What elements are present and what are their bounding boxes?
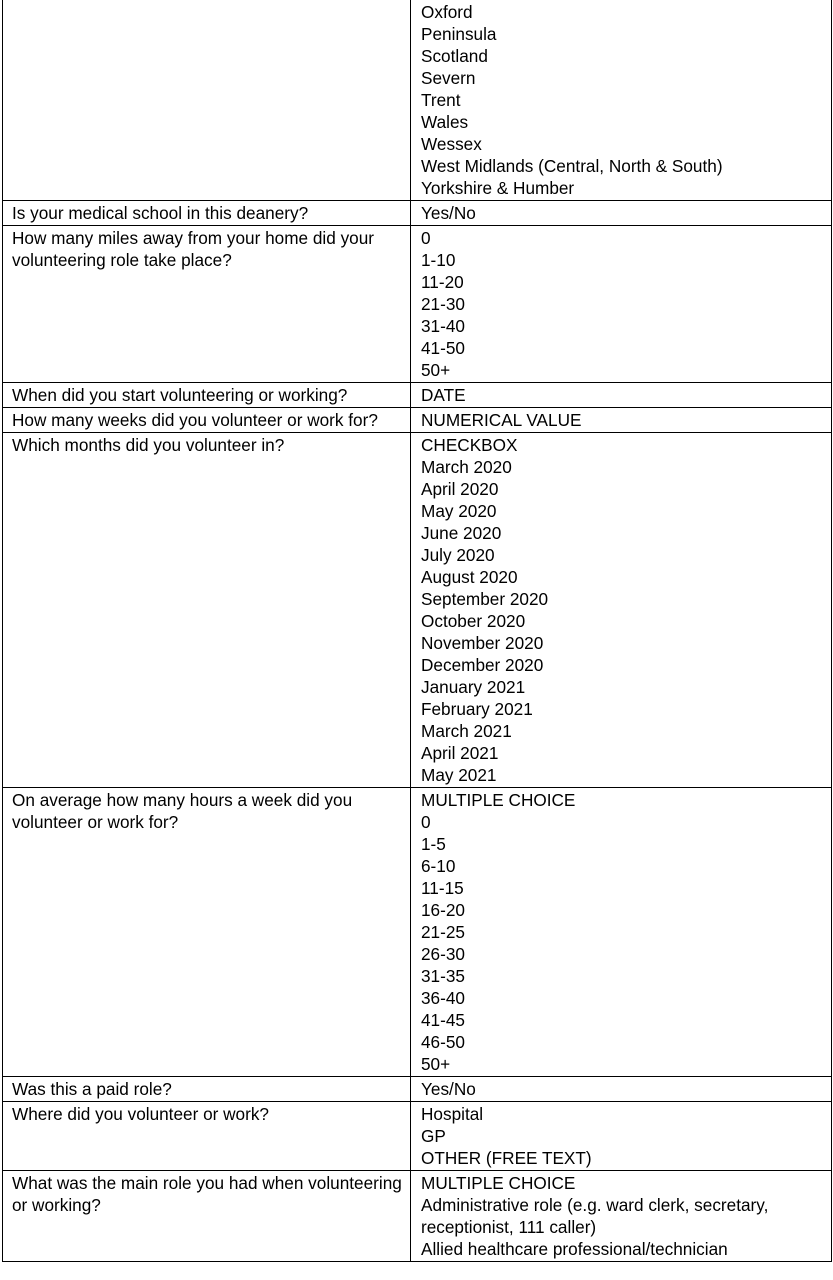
answer-option: CHECKBOX xyxy=(421,435,518,455)
answer-option: 50+ xyxy=(421,360,451,380)
question-text: How many miles away from your home did your volunteering role take place? xyxy=(12,228,375,270)
answer-option: 31-35 xyxy=(421,966,465,986)
answer-cell xyxy=(411,1102,832,1171)
answer-option: MULTIPLE CHOICE xyxy=(421,1173,576,1193)
question-text: Was this a paid role? xyxy=(12,1079,172,1099)
table-row xyxy=(3,226,832,383)
answer-cell xyxy=(411,0,832,201)
table-row xyxy=(3,1171,832,1262)
answer-option: 6-10 xyxy=(421,856,456,876)
answer-cell xyxy=(411,201,832,226)
question-text: What was the main role you had when volunteering or working? xyxy=(12,1173,402,1215)
answer-option: 0 xyxy=(421,812,431,832)
answer-option: 46-50 xyxy=(421,1032,465,1052)
answer-option: November 2020 xyxy=(421,633,544,653)
answer-cell xyxy=(411,383,832,408)
question-cell xyxy=(3,1171,411,1262)
table-row xyxy=(3,0,832,201)
answer-option: 11-15 xyxy=(421,878,464,898)
question-cell xyxy=(3,226,411,383)
answer-cell xyxy=(411,433,832,788)
table-row xyxy=(3,408,832,433)
answer-option: DATE xyxy=(421,385,466,405)
survey-questions-table xyxy=(2,0,832,1262)
answer-option: September 2020 xyxy=(421,589,549,609)
question-text: Where did you volunteer or work? xyxy=(12,1104,269,1124)
answer-option: West Midlands (Central, North & South) xyxy=(421,156,723,176)
answer-option: June 2020 xyxy=(421,523,502,543)
answer-option: April 2020 xyxy=(421,479,499,499)
answer-option: Trent xyxy=(421,90,461,110)
answer-option: Oxford xyxy=(421,2,473,22)
answer-option: Yes/No xyxy=(421,203,476,223)
question-text: Is your medical school in this deanery? xyxy=(12,203,309,223)
answer-option: 26-30 xyxy=(421,944,465,964)
answer-option: Hospital xyxy=(421,1104,484,1124)
answer-option: NUMERICAL VALUE xyxy=(421,410,582,430)
answer-option: Peninsula xyxy=(421,24,497,44)
question-cell xyxy=(3,433,411,788)
question-cell xyxy=(3,1077,411,1102)
question-cell xyxy=(3,383,411,408)
answer-option: 36-40 xyxy=(421,988,465,1008)
answer-option: Scotland xyxy=(421,46,488,66)
answer-option: 11-20 xyxy=(421,272,464,292)
table-row xyxy=(3,383,832,408)
answer-option: December 2020 xyxy=(421,655,544,675)
table-row xyxy=(3,201,832,226)
question-text: Which months did you volunteer in? xyxy=(12,435,285,455)
answer-option: 21-25 xyxy=(421,922,465,942)
answer-cell xyxy=(411,1077,832,1102)
table-row xyxy=(3,1077,832,1102)
answer-option: March 2020 xyxy=(421,457,512,477)
table-row xyxy=(3,1102,832,1171)
answer-option: May 2021 xyxy=(421,765,497,785)
answer-option: MULTIPLE CHOICE xyxy=(421,790,576,810)
answer-option: May 2020 xyxy=(421,501,497,521)
answer-option: February 2021 xyxy=(421,699,533,719)
answer-option: Yes/No xyxy=(421,1079,476,1099)
answer-option: August 2020 xyxy=(421,567,518,587)
answer-option: 1-10 xyxy=(421,250,456,270)
question-cell xyxy=(3,408,411,433)
question-cell xyxy=(3,1102,411,1171)
answer-option: 21-30 xyxy=(421,294,465,314)
question-text: When did you start volunteering or working? xyxy=(12,385,348,405)
answer-option: 31-40 xyxy=(421,316,465,336)
answer-option: April 2021 xyxy=(421,743,499,763)
answer-option: Wales xyxy=(421,112,469,132)
answer-option: Wessex xyxy=(421,134,482,154)
answer-option: Administrative role (e.g. ward clerk, secretary, receptionist, 111 caller) xyxy=(421,1195,769,1237)
answer-option: Allied healthcare professional/technician xyxy=(421,1239,728,1259)
answer-option: 41-50 xyxy=(421,338,465,358)
question-cell xyxy=(3,201,411,226)
answer-option: 50+ xyxy=(421,1054,451,1074)
answer-option: Severn xyxy=(421,68,476,88)
answer-option: GP xyxy=(421,1126,446,1146)
answer-cell xyxy=(411,226,832,383)
question-cell xyxy=(3,0,411,201)
answer-option: 0 xyxy=(421,228,431,248)
answer-option: January 2021 xyxy=(421,677,526,697)
question-text: How many weeks did you volunteer or work for? xyxy=(12,410,378,430)
table-row xyxy=(3,433,832,788)
question-cell xyxy=(3,788,411,1077)
answer-option: Yorkshire & Humber xyxy=(421,178,575,198)
question-text: On average how many hours a week did you volunteer or work for? xyxy=(12,790,353,832)
answer-cell xyxy=(411,408,832,433)
answer-option: October 2020 xyxy=(421,611,526,631)
answer-option: 16-20 xyxy=(421,900,465,920)
table-row xyxy=(3,788,832,1077)
answer-option: 41-45 xyxy=(421,1010,465,1030)
answer-option: OTHER (FREE TEXT) xyxy=(421,1148,592,1168)
answer-cell xyxy=(411,788,832,1077)
answer-option: July 2020 xyxy=(421,545,495,565)
answer-cell xyxy=(411,1171,832,1262)
answer-option: 1-5 xyxy=(421,834,446,854)
answer-option: March 2021 xyxy=(421,721,512,741)
